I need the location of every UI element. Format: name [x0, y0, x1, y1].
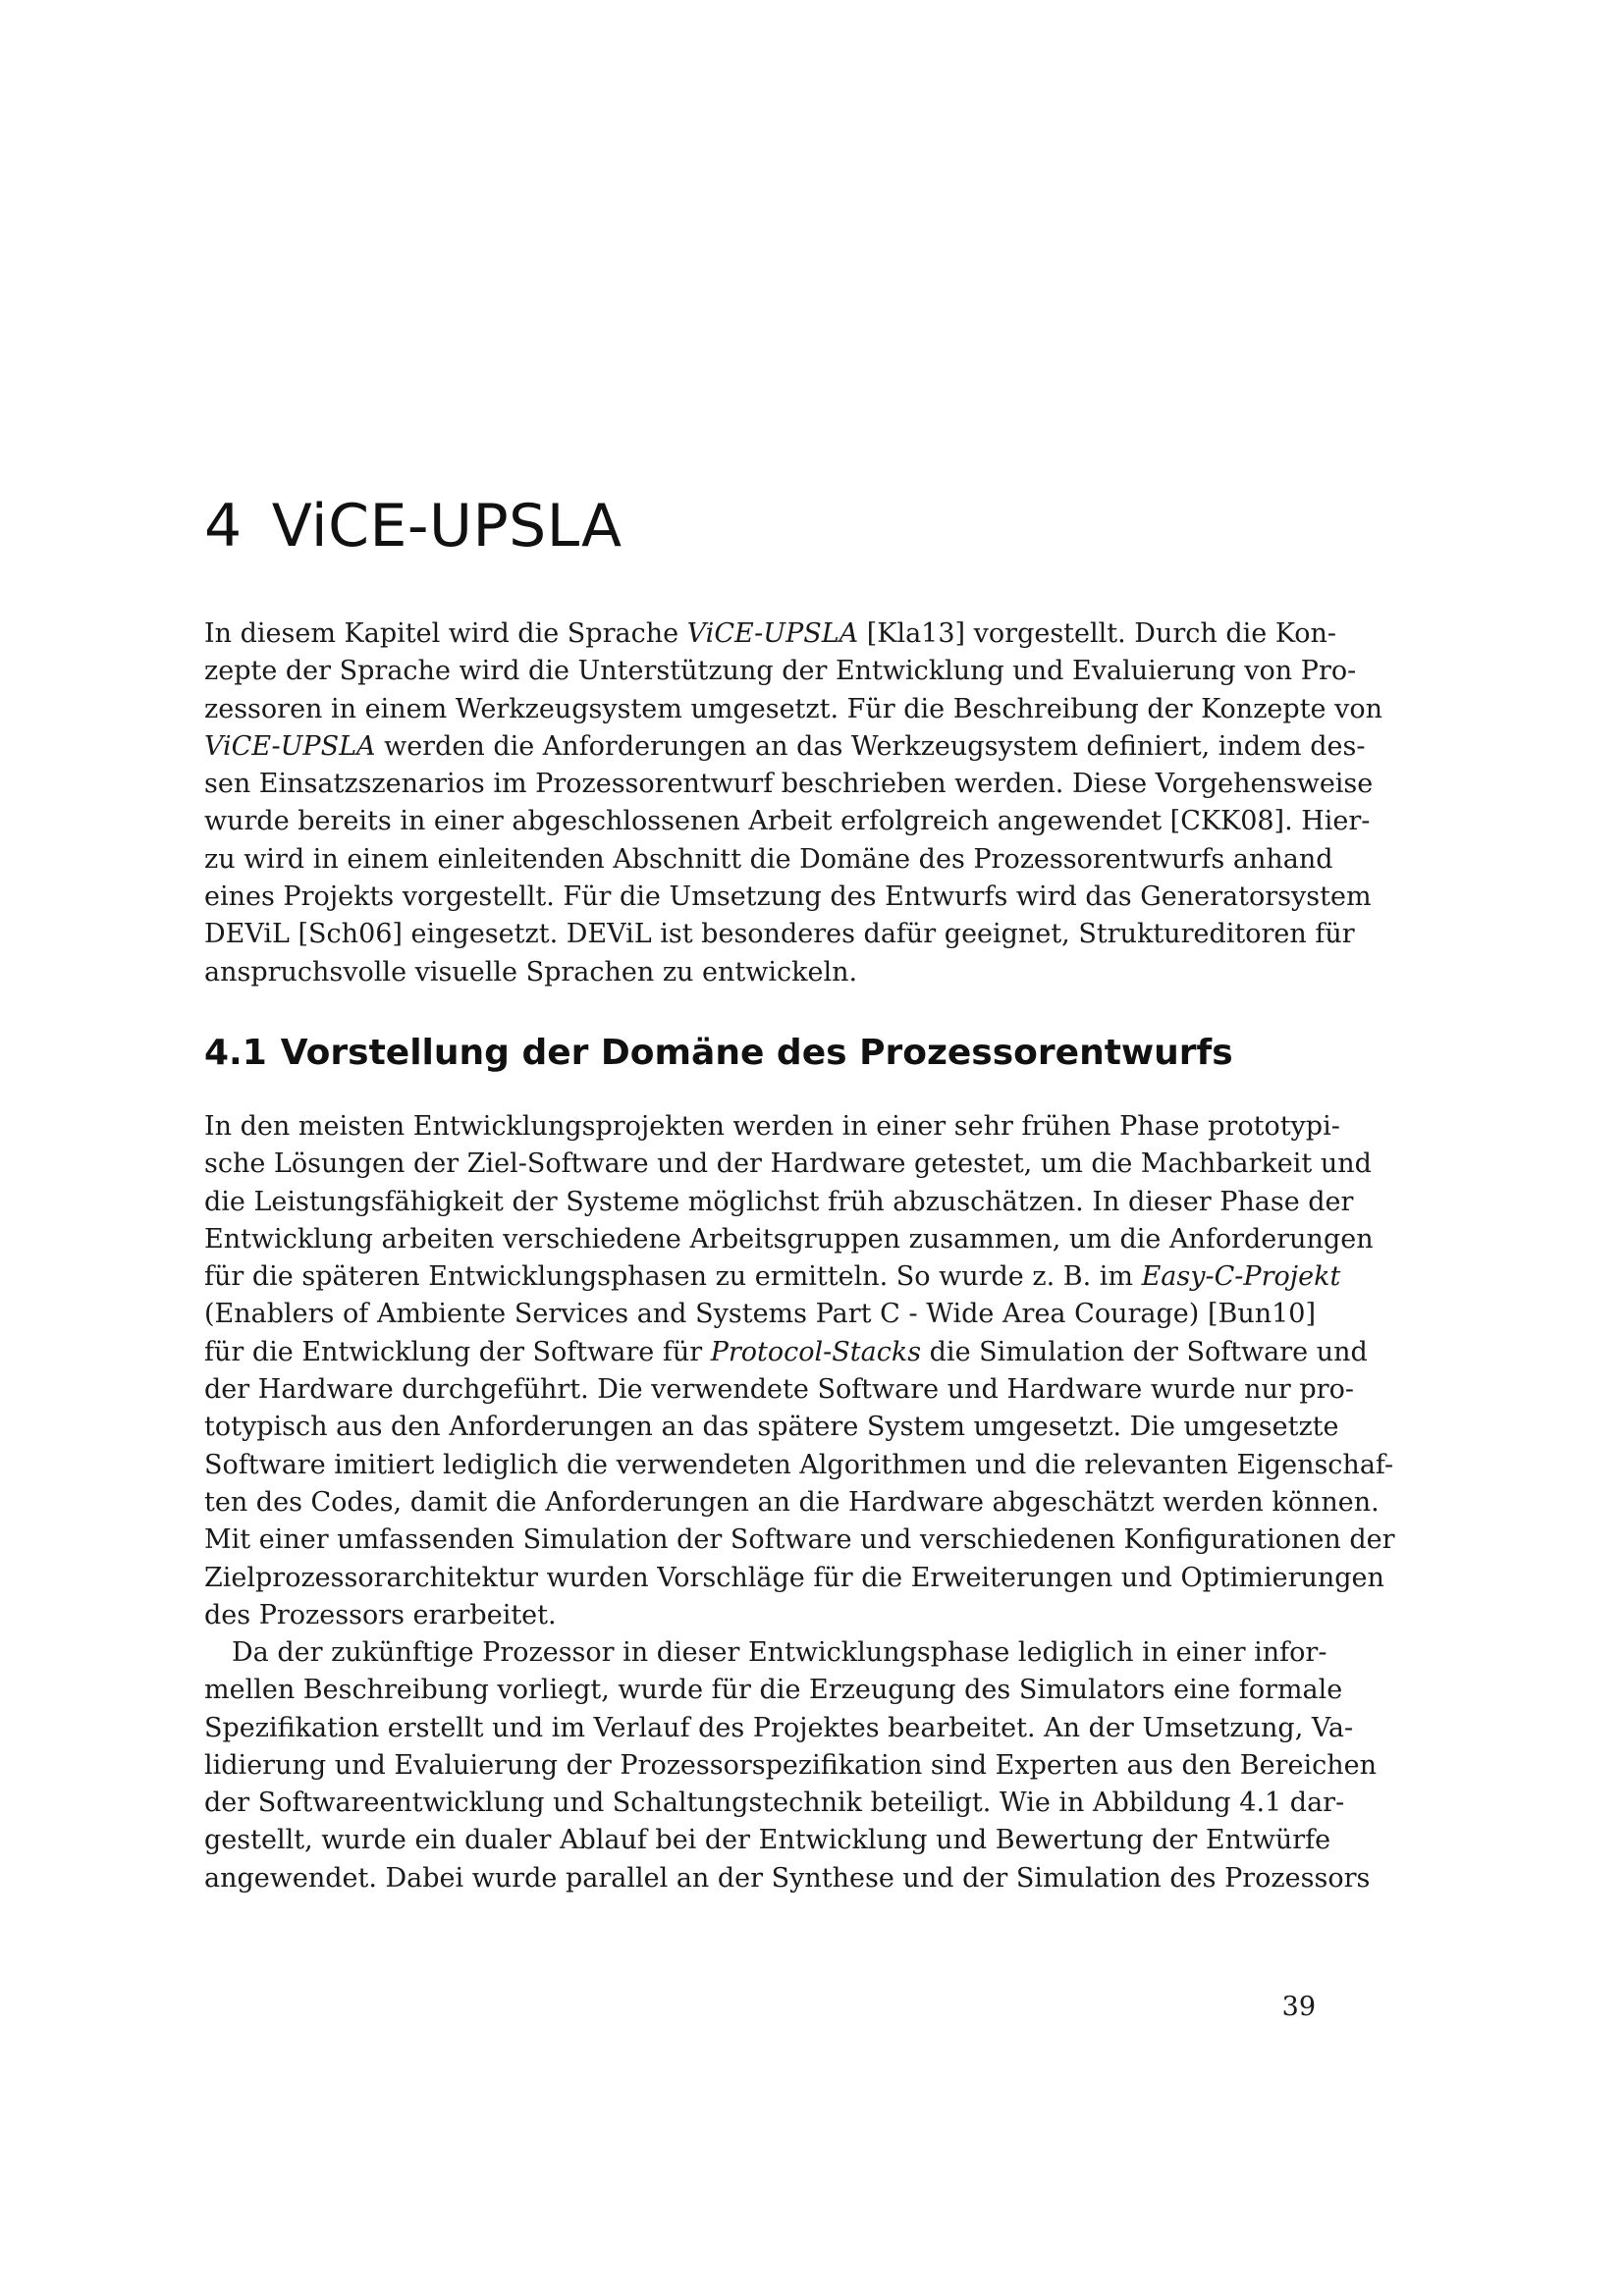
page-number: 39	[1281, 1992, 1316, 2022]
text-line: angewendet. Dabei wurde parallel an der Synthese und der Simulation des Prozessors	[204, 1862, 1371, 1894]
text-line: sche Lösungen der Ziel-Software und der Hardware getestet, um die Machbarkeit und	[204, 1148, 1372, 1180]
text-line: des Prozessors erarbeitet.	[204, 1599, 557, 1630]
section-paragraph-1	[204, 1108, 1395, 1634]
chapter-title	[204, 491, 623, 561]
text-line: eines Projekts vorgestellt. Für die Umsetzung des Entwurfs wird das Generatorsystem	[204, 881, 1372, 913]
section-title-text: Vorstellung der Domäne des Prozessorentwurfs	[280, 1033, 1233, 1073]
text-line: die Leistungsfähigkeit der Systeme möglichst früh abzuschätzen. In dieser Phase der	[204, 1186, 1354, 1217]
chapter-title-text: ViCE-UPSLA	[271, 492, 623, 561]
text-line: ten des Codes, damit die Anforderungen an die Hardware abgeschätzt werden können.	[204, 1486, 1380, 1518]
text-line: sen Einsatzszenarios im Prozessorentwurf beschrieben werden. Diese Vorgehensweise	[204, 769, 1374, 800]
intro-paragraph	[204, 615, 1382, 991]
text-line: für die späteren Entwicklungsphasen zu ermitteln. So wurde z. B. im Easy-C-Projekt	[204, 1261, 1341, 1293]
section-title	[204, 1030, 1233, 1077]
text-line: der Hardware durchgeführt. Die verwendete Software und Hardware wurde nur pro-	[204, 1374, 1354, 1406]
italic-term: ViCE-UPSLA	[686, 618, 859, 649]
text-line: zepte der Sprache wird die Unterstützung der Entwicklung und Evaluierung von Pro-	[204, 656, 1357, 687]
text-line: Mit einer umfassenden Simulation der Software und verschiedenen Konfigurationen der	[204, 1524, 1395, 1556]
text-line: wurde bereits in einer abgeschlossenen Arbeit erfolgreich angewendet [CKK08]. Hier-	[204, 806, 1371, 837]
text-line: (Enablers of Ambiente Services and Systems Part C - Wide Area Courage) [Bun10]	[204, 1299, 1316, 1330]
text-line: In den meisten Entwicklungsprojekten werden in einer sehr frühen Phase prototypi-	[204, 1111, 1340, 1142]
italic-term: ViCE-UPSLA	[204, 730, 376, 762]
text-line: der Softwareentwicklung und Schaltungstechnik beteiligt. Wie in Abbildung 4.1 dar-	[204, 1788, 1345, 1819]
text-line: zu wird in einem einleitenden Abschnitt die Domäne des Prozessorentwurfs anhand	[204, 843, 1333, 875]
text-line: Zielprozessorarchitektur wurden Vorschläge für die Erweiterungen und Optimierungen	[204, 1562, 1384, 1593]
text-line: In diesem Kapitel wird die Sprache ViCE-UPSLA [Kla13] vorgestellt. Durch die Kon-	[204, 618, 1337, 649]
text-line: lidierung und Evaluierung der Prozessorspezifikation sind Experten aus den Bereichen	[204, 1749, 1377, 1781]
text-line: Spezifikation erstellt und im Verlauf des Projektes bearbeitet. An der Umsetzung, Va-	[204, 1712, 1354, 1743]
text-line: gestellt, wurde ein dualer Ablauf bei der Entwicklung und Bewertung der Entwürfe	[204, 1825, 1331, 1856]
text-line: totypisch aus den Anforderungen an das spätere System umgesetzt. Die umgesetzte	[204, 1412, 1339, 1443]
text-line: mellen Beschreibung vorliegt, wurde für die Erzeugung des Simulators eine formale	[204, 1675, 1343, 1706]
text-line: Software imitiert lediglich die verwendeten Algorithmen und die relevanten Eigenschaf-	[204, 1449, 1394, 1480]
chapter-number: 4	[204, 492, 243, 561]
text-line: für die Entwicklung der Software für Protocol-Stacks die Simulation der Software und	[204, 1336, 1368, 1367]
italic-term: Protocol-Stacks	[710, 1336, 922, 1367]
italic-term: Easy-C-Projekt	[1141, 1261, 1341, 1293]
text-line: Da der zukünftige Prozessor in dieser Entwicklungsphase lediglich in einer infor-	[232, 1637, 1327, 1668]
section-number: 4.1	[204, 1033, 267, 1073]
text-line: ViCE-UPSLA werden die Anforderungen an das Werkzeugsystem definiert, indem des-	[204, 730, 1366, 762]
text-line: zessoren in einem Werkzeugsystem umgesetzt. Für die Beschreibung der Konzepte von	[204, 693, 1382, 724]
section-paragraph-2	[204, 1634, 1377, 1897]
text-line: anspruchsvolle visuelle Sprachen zu entwickeln.	[204, 956, 858, 988]
text-line: Entwicklung arbeiten verschiedene Arbeitsgruppen zusammen, um die Anforderungen	[204, 1223, 1374, 1255]
text-line: DEViL [Sch06] eingesetzt. DEViL ist besonderes dafür geeignet, Struktureditoren für	[204, 919, 1355, 950]
